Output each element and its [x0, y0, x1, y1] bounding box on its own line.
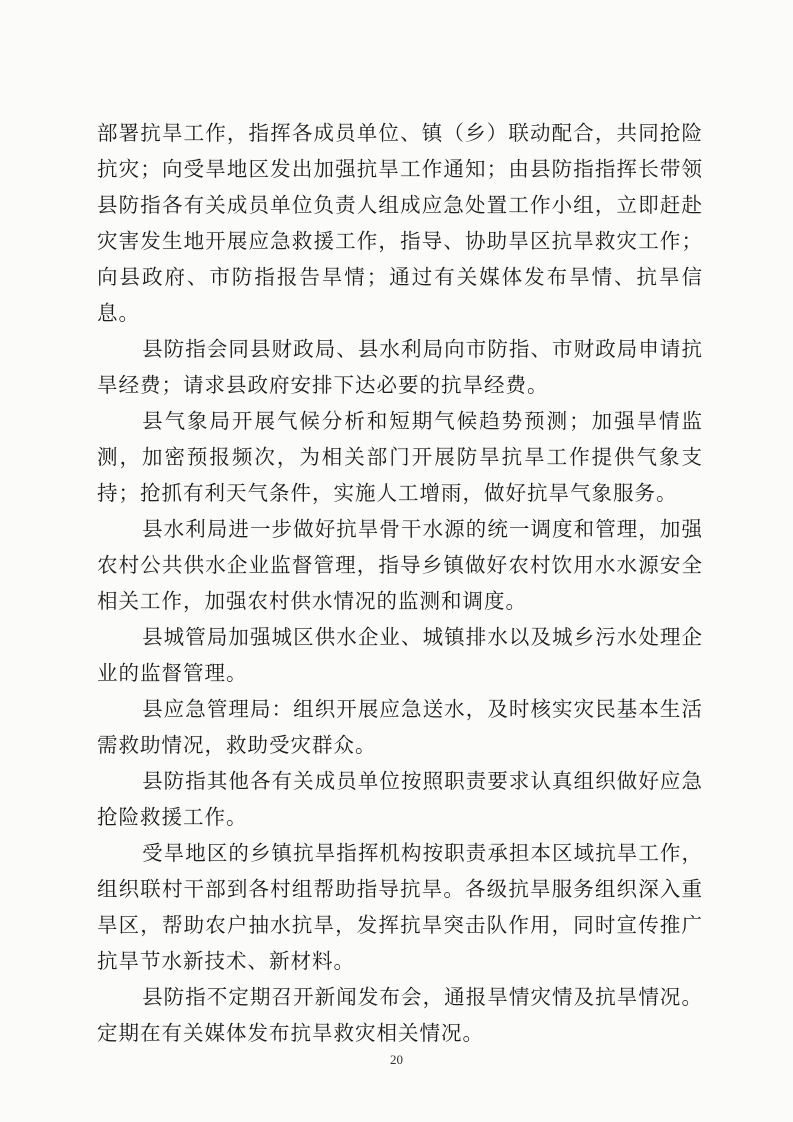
paragraph: 县应急管理局：组织开展应急送水，及时核实灾民基本生活需救助情况，救助受灾群众。 [97, 697, 703, 757]
paragraph: 县气象局开展气候分析和短期气候趋势预测；加强旱情监测，加密预报频次，为相关部门开展防旱抗旱工作提供气象支持；抢抓有利天气条件，实施人工增雨，做好抗旱气象服务。 [97, 409, 703, 505]
paragraph: 县防指会同县财政局、县水利局向市防指、市财政局申请抗旱经费；请求县政府安排下达必要的抗旱经费。 [97, 337, 703, 397]
paragraph: 县城管局加强城区供水企业、城镇排水以及城乡污水处理企业的监督管理。 [97, 625, 703, 685]
paragraph: 受旱地区的乡镇抗旱指挥机构按职责承担本区域抗旱工作，组织联村干部到各村组帮助指导抗旱。各级抗旱服务组织深入重旱区，帮助农户抽水抗旱，发挥抗旱突击队作用，同时宣传推广抗旱节水新技术、新材料。 [97, 841, 703, 973]
paragraph: 县防指不定期召开新闻发布会，通报旱情灾情及抗旱情况。定期在有关媒体发布抗旱救灾相关情况。 [97, 985, 703, 1045]
paragraph: 县防指其他各有关成员单位按照职责要求认真组织做好应急抢险救援工作。 [97, 769, 703, 829]
page-number: 20 [390, 1052, 403, 1067]
paragraph: 县水利局进一步做好抗旱骨干水源的统一调度和管理，加强农村公共供水企业监督管理，指导乡镇做好农村饮用水水源安全相关工作，加强农村供水情况的监测和调度。 [97, 517, 703, 613]
paragraph-continued: 部署抗旱工作，指挥各成员单位、镇（乡）联动配合，共同抢险抗灾；向受旱地区发出加强抗旱工作通知；由县防指指挥长带领县防指各有关成员单位负责人组成应急处置工作小组，立即赶赴灾害发生地开展应急救援工作，指导、协助旱区抗旱救灾工作；向县政府、市防指报告旱情；通过有关媒体发布旱情、抗旱信息。 [97, 121, 703, 325]
document-body [97, 115, 703, 1051]
